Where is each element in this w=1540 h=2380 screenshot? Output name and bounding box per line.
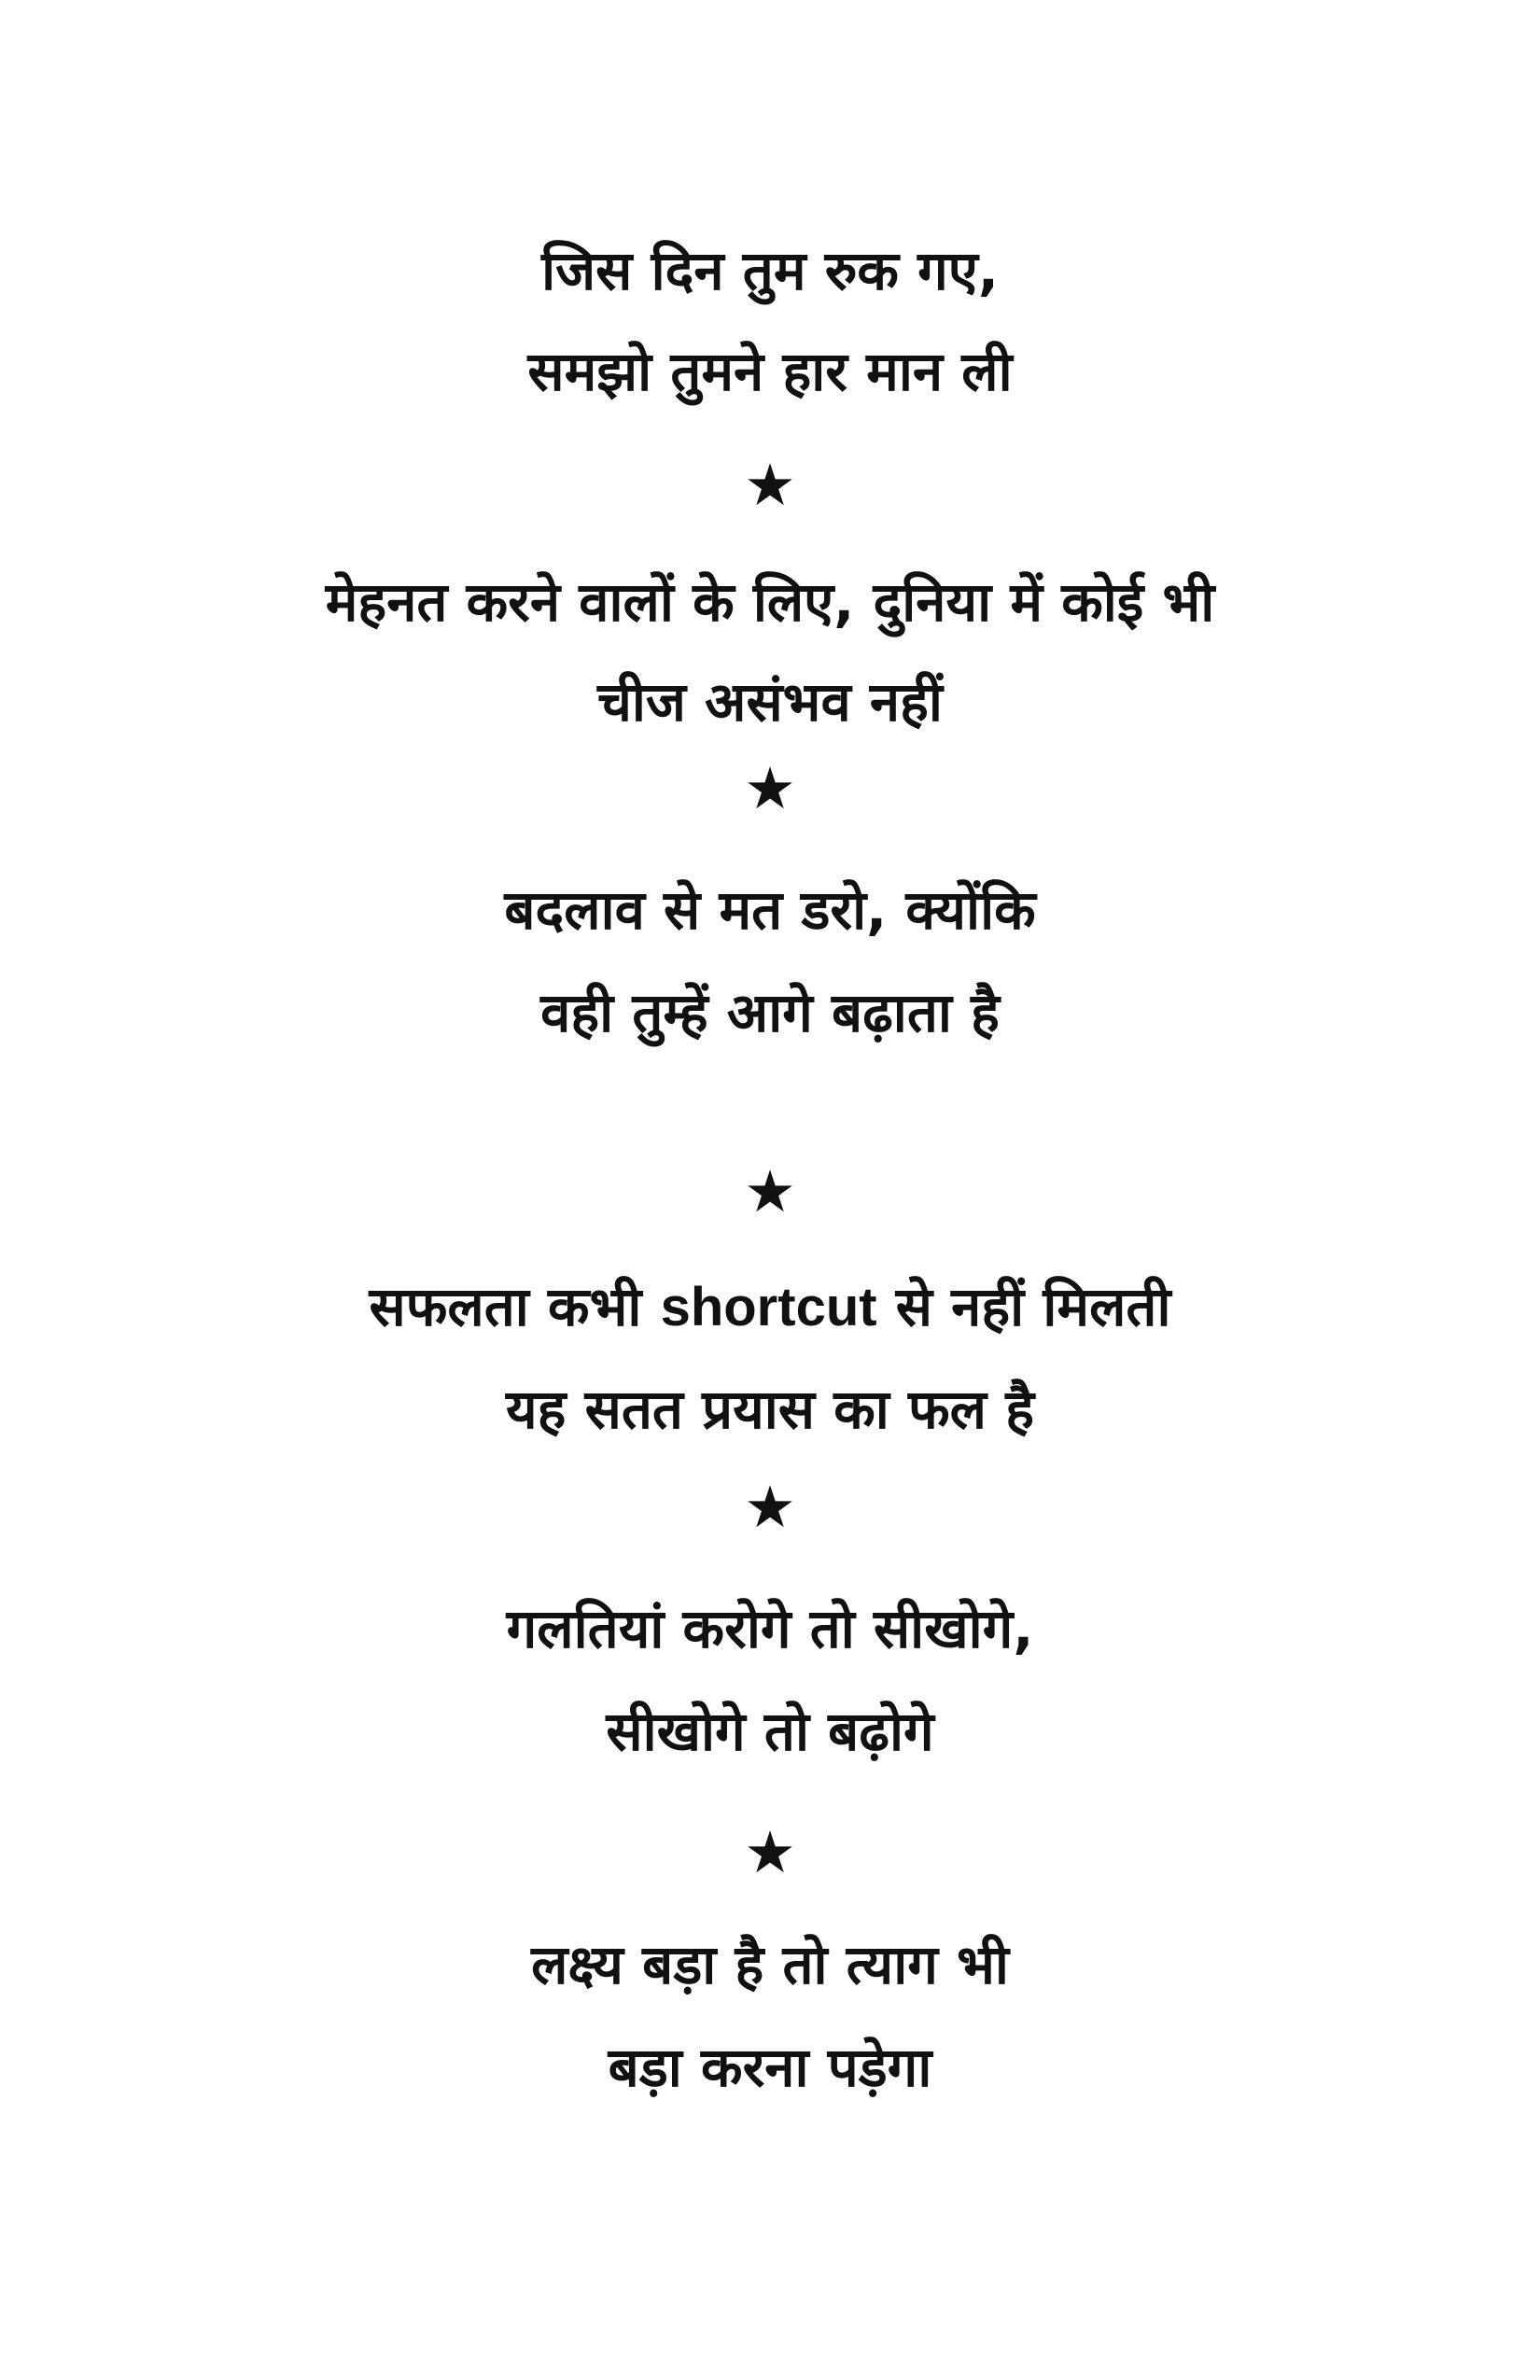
star-separator-icon: ★ (744, 1818, 796, 1886)
quote-6-line-2: बड़ा करना पड़ेगा (608, 2036, 932, 2099)
quote-4-line-1-start: सफलता कभी (369, 1275, 661, 1338)
quote-3-line-1: बदलाव से मत डरो, क्योंकि (504, 878, 1036, 942)
quote-4-line-1-end: से नहीं मिलती (876, 1275, 1171, 1338)
quote-5-line-1: गलतियां करोगे तो सीखोगे, (506, 1597, 1034, 1660)
quote-4-line-1-latin: shortcut (660, 1277, 877, 1337)
star-separator-icon: ★ (744, 754, 796, 822)
quote-5-line-2: सीखोगे तो बढ़ोगे (606, 1700, 934, 1763)
quote-1-line-1: जिस दिन तुम रुक गए, (541, 239, 999, 302)
quote-2-line-1: मेहनत करने वालों के लिए, दुनिया में कोई भी (325, 570, 1215, 634)
quote-2-line-2: चीज असंभव नहीं (597, 670, 943, 734)
quote-4-line-2: यह सतत प्रयास का फल है (505, 1378, 1034, 1441)
star-separator-icon: ★ (744, 451, 796, 519)
quote-6-line-1: लक्ष्य बड़ा है तो त्याग भी (531, 1933, 1009, 1996)
quote-1-line-2: समझो तुमने हार मान ली (527, 340, 1013, 403)
star-separator-icon: ★ (744, 1473, 796, 1541)
quote-4-line-1 (0, 1269, 1540, 1345)
quote-3-line-2: वही तुम्हें आगे बढ़ाता है (540, 981, 1000, 1044)
star-separator-icon: ★ (744, 1157, 796, 1225)
